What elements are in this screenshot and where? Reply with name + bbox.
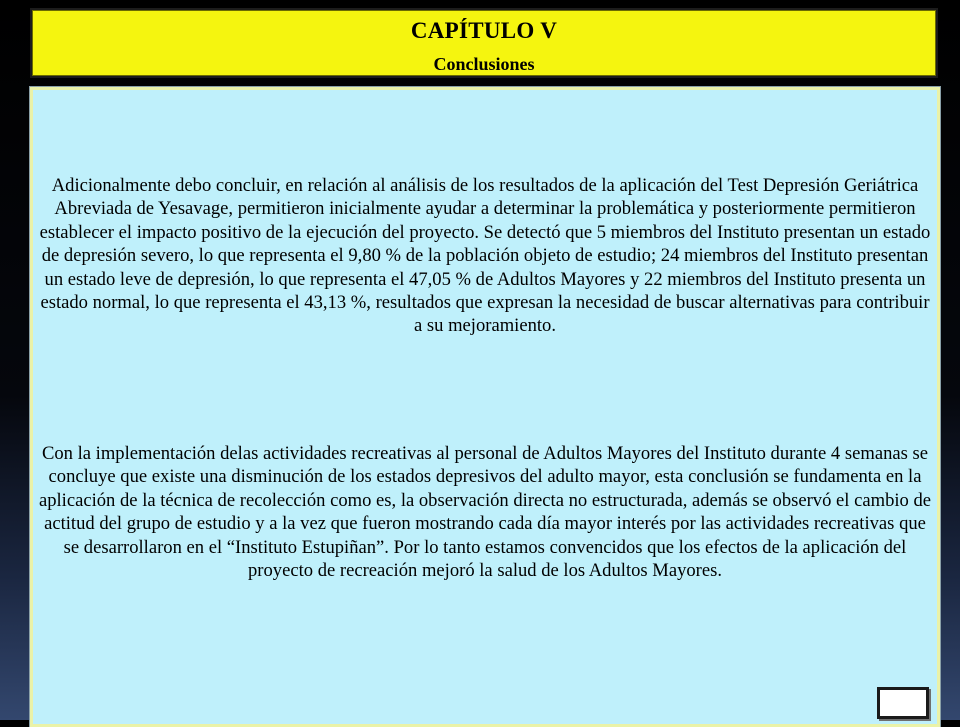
chapter-title: CAPÍTULO V	[410, 18, 558, 43]
conclusion-paragraph-1: Adicionalmente debo concluir, en relación al análisis de los resultados de la aplicación del Test Depresión Geriátrica Abreviada de Yesavage, permitieron inicialmente ayudar a determinar la problemática y posteriormente permitieron establecer el impacto positivo de la ejecución del proyecto. Se detectó que 5 miembros del Instituto presentan un estado de depresión severo, lo que representa el 9,80 % de la población objeto de estudio; 24 miembros del Instituto presentan un estado leve de depresión, lo que representa el 47,05 % de Adultos Mayores y 22 miembros del Instituto presenta un estado normal, lo que representa el 43,13 %, resultados que expresan la necesidad de buscar alternativas para contribuir a su mejoramiento.	[39, 175, 931, 337]
conclusion-paragraph-2: Con la implementación delas actividades recreativas al personal de Adultos Mayores del Instituto durante 4 semanas se concluye que existe una disminución de los estados depresivos del adulto mayor, esta conclusión se fundamenta en la aplicación de la técnica de recolección como es, la observación directa no estructurada, además se observó el cambio de actitud del grupo de estudio y a la vez que fueron mostrando cada día mayor interés por las actividades recreativas que se desarrollaron en el “Instituto Estupiñan”. Por lo tanto estamos convencidos que los efectos de la aplicación del proyecto de recreación mejoró la salud de los Adultos Mayores.	[38, 443, 932, 582]
chapter-title-box	[30, 8, 938, 78]
next-slide-button[interactable]	[877, 687, 929, 719]
conclusions-content-box	[30, 87, 940, 727]
chapter-subtitle: Conclusiones	[433, 54, 535, 74]
